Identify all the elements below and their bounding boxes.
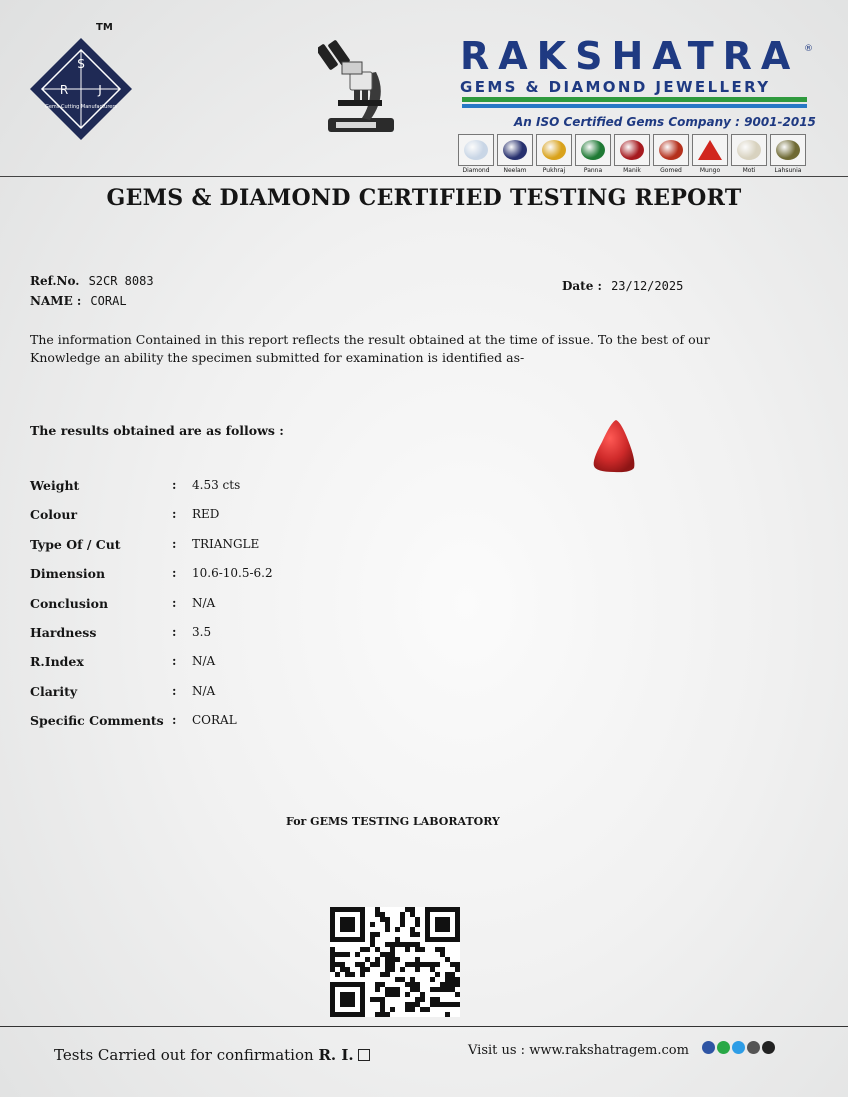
result-separator: : bbox=[172, 595, 177, 610]
gem-panna bbox=[575, 134, 611, 174]
gem-icon bbox=[458, 134, 494, 166]
svg-text:J: J bbox=[98, 83, 102, 97]
tests-code: R. I. bbox=[318, 1046, 354, 1064]
results-heading: The results obtained are as follows : bbox=[30, 423, 284, 438]
gem-diamond bbox=[458, 134, 494, 174]
gem-icon bbox=[731, 134, 767, 166]
report-date bbox=[562, 275, 683, 294]
result-value: N/A bbox=[192, 595, 216, 610]
result-separator: : bbox=[172, 654, 177, 669]
gem-lahsunia bbox=[770, 134, 806, 174]
result-label: Hardness bbox=[30, 625, 97, 640]
result-label: Specific Comments bbox=[30, 713, 164, 729]
lab-signature-line: For GEMS TESTING LABORATORY bbox=[286, 815, 500, 828]
green-stripe bbox=[462, 97, 807, 102]
gem-icon bbox=[575, 134, 611, 166]
gem-moti bbox=[731, 134, 767, 174]
result-separator: : bbox=[172, 507, 177, 522]
result-separator: : bbox=[172, 625, 177, 639]
gem-neelam bbox=[497, 134, 533, 174]
report-title: GEMS & DIAMOND CERTIFIED TESTING REPORT bbox=[106, 185, 742, 211]
intro-paragraph: The information Contained in this report reflects the result obtained at the time of issue. To the best of our Knowledge an ability the specimen submitted for examination is identified as- bbox=[30, 332, 710, 365]
gem-mungo bbox=[692, 134, 728, 174]
svg-text:R: R bbox=[59, 83, 69, 97]
result-label: Conclusion bbox=[30, 595, 109, 611]
brand-block bbox=[460, 36, 812, 96]
result-separator: : bbox=[172, 536, 177, 551]
gem-icon bbox=[692, 134, 728, 166]
youtube-icon[interactable] bbox=[747, 1041, 760, 1054]
instagram-icon[interactable] bbox=[762, 1041, 775, 1054]
result-separator: : bbox=[172, 478, 177, 492]
brand-subtitle: GEMS & DIAMOND JEWELLERY bbox=[460, 78, 771, 96]
result-label: Type Of / Cut bbox=[30, 536, 121, 552]
gem-icon bbox=[653, 134, 689, 166]
specimen-name bbox=[30, 290, 127, 309]
result-value: 4.53 cts bbox=[192, 478, 241, 492]
result-label: Dimension bbox=[30, 566, 106, 582]
footer-divider bbox=[0, 1026, 848, 1027]
result-row bbox=[30, 654, 390, 674]
date-label: Date : bbox=[562, 279, 602, 293]
gem-icon bbox=[497, 134, 533, 166]
ref-label: Ref.No. bbox=[30, 274, 80, 288]
qr-code-icon bbox=[330, 907, 460, 1017]
brand-name: RAKSHATRA bbox=[460, 34, 800, 78]
checkbox-icon bbox=[358, 1049, 370, 1061]
iso-line: An ISO Certified Gems Company : 9001-2015 bbox=[514, 115, 816, 129]
divider bbox=[0, 176, 848, 177]
result-value: N/A bbox=[192, 683, 216, 698]
svg-text:Gems Cutting Manufacturers: Gems Cutting Manufacturers bbox=[44, 104, 118, 110]
result-row bbox=[30, 537, 390, 557]
gem-manik bbox=[614, 134, 650, 174]
date-value: 23/12/2025 bbox=[611, 279, 684, 293]
result-row bbox=[30, 507, 390, 527]
name-value: CORAL bbox=[90, 294, 127, 308]
gem-label: Lahsunia bbox=[774, 167, 802, 174]
social-icons bbox=[702, 1041, 775, 1054]
result-label: Colour bbox=[30, 507, 78, 523]
result-row bbox=[30, 625, 390, 645]
result-row bbox=[30, 684, 390, 704]
microscope-icon bbox=[318, 36, 404, 140]
result-value: CORAL bbox=[192, 713, 237, 728]
tests-line bbox=[54, 1046, 370, 1064]
ref-value: S2CR 8083 bbox=[88, 274, 154, 288]
result-value: 3.5 bbox=[192, 625, 212, 639]
gem-strip bbox=[458, 134, 812, 174]
facebook-icon[interactable] bbox=[702, 1041, 715, 1054]
result-label: R.Index bbox=[30, 654, 84, 670]
gem-gomed bbox=[653, 134, 689, 174]
twitter-icon[interactable] bbox=[732, 1041, 745, 1054]
trademark: TM bbox=[96, 22, 113, 33]
result-row bbox=[30, 566, 390, 586]
tests-text: Tests Carried out for confirmation bbox=[54, 1046, 314, 1064]
result-value: 10.6-10.5-6.2 bbox=[192, 566, 273, 581]
gem-icon bbox=[770, 134, 806, 166]
result-label: Weight bbox=[30, 478, 80, 493]
ref-number bbox=[30, 270, 154, 289]
result-value: RED bbox=[192, 507, 220, 522]
registered-mark: ® bbox=[804, 44, 813, 54]
gem-label: Pukhraj bbox=[542, 167, 566, 174]
result-separator: : bbox=[172, 683, 177, 698]
result-row bbox=[30, 713, 390, 733]
gem-label: Panna bbox=[583, 167, 603, 174]
svg-text:S: S bbox=[77, 57, 85, 71]
gem-label: Gomed bbox=[660, 167, 682, 174]
result-label: Clarity bbox=[30, 683, 78, 699]
gem-label: Manik bbox=[623, 167, 641, 174]
result-separator: : bbox=[172, 566, 177, 581]
gem-icon bbox=[536, 134, 572, 166]
gem-label: Diamond bbox=[462, 167, 490, 174]
gem-pukhraj bbox=[536, 134, 572, 174]
result-row bbox=[30, 596, 390, 616]
gem-label: Neelam bbox=[503, 167, 527, 174]
blue-stripe bbox=[462, 104, 807, 108]
website-line[interactable]: Visit us : www.rakshatragem.com bbox=[468, 1043, 689, 1058]
gem-icon bbox=[614, 134, 650, 166]
name-label: NAME : bbox=[30, 294, 82, 308]
srj-logo-icon bbox=[28, 36, 134, 142]
result-value: N/A bbox=[192, 654, 216, 669]
coral-stone-image bbox=[590, 418, 638, 474]
result-row bbox=[30, 478, 390, 498]
result-value: TRIANGLE bbox=[192, 536, 260, 551]
gem-label: Mungo bbox=[699, 167, 721, 174]
result-separator: : bbox=[172, 713, 177, 728]
whatsapp-icon[interactable] bbox=[717, 1041, 730, 1054]
gem-label: Moti bbox=[742, 167, 756, 174]
